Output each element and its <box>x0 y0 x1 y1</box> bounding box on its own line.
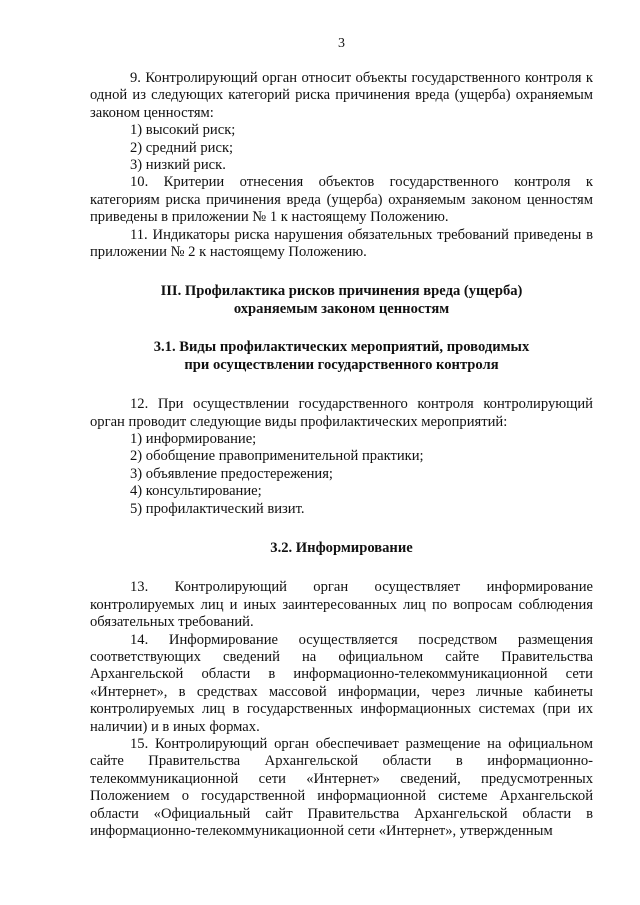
subsection-3-1-title-line-1: 3.1. Виды профилактических мероприятий, проводимых <box>153 339 530 356</box>
paragraph-14: 14. Информирование осуществляется посредством размещения соответствующих сведений на официальном сайте Правительства Архангельской области в информационно-телекоммуникационной сети «Интернет», в средствах массовой информации, через личные кабинеты контролируемых лиц в государственных информационных системах (при их наличии) и в иных формах. <box>90 631 593 735</box>
list-item: 1) информирование; <box>130 430 257 447</box>
list-item: 4) консультирование; <box>130 483 262 500</box>
paragraph-11: 11. Индикаторы риска нарушения обязательных требований приведены в приложении № 2 к настоящему Положению. <box>90 226 593 261</box>
subsection-3-1-title-line-2: при осуществлении государственного контроля <box>184 356 499 373</box>
list-item: 1) высокий риск; <box>130 122 236 139</box>
paragraph-15: 15. Контролирующий орган обеспечивает размещение на официальном сайте Правительства Архангельской области в информационно-телекоммуникационной сети «Интернет» сведений, предусмотренных Положением о государственной информационной системе Архангельской области «Официальный сайт Правительства Архангельской области в информационно-телекоммуникационной сети «Интернет», утвержденным <box>90 736 593 840</box>
subsection-3-1-title <box>90 339 593 374</box>
paragraph-9: 9. Контролирующий орган относит объекты государственного контроля к одной из следующих категорий риска причинения вреда (ущерба) охраняемым законом ценностям: <box>90 70 593 121</box>
list-item: 5) профилактический визит. <box>130 500 305 517</box>
section-3-title-line-1: III. Профилактика рисков причинения вреда (ущерба) <box>160 283 523 300</box>
paragraph-10: 10. Критерии отнесения объектов государственного контроля к категориям риска причинения вреда (ущерба) охраняемым законом ценностям приведены в приложении № 1 к настоящему Положению. <box>90 174 593 226</box>
list-item: 3) объявление предостережения; <box>130 465 333 482</box>
list-item: 2) обобщение правоприменительной практики; <box>130 448 424 465</box>
list-item: 3) низкий риск. <box>130 157 226 174</box>
document-body <box>90 70 593 840</box>
page-number: 3 <box>338 36 345 51</box>
section-3-title-line-2: охраняемым законом ценностям <box>233 300 450 317</box>
section-3-title <box>90 283 593 318</box>
paragraph-13: 13. Контролирующий орган осуществляет информирование контролируемых лиц и иных заинтересованных лиц по вопросам соблюдения обязательных требований. <box>90 579 593 631</box>
paragraph-12: 12. При осуществлении государственного контроля контролирующий орган проводит следующие виды профилактических мероприятий: <box>90 396 593 430</box>
list-item: 2) средний риск; <box>130 139 234 156</box>
subsection-3-2-title: 3.2. Информирование <box>270 539 413 556</box>
